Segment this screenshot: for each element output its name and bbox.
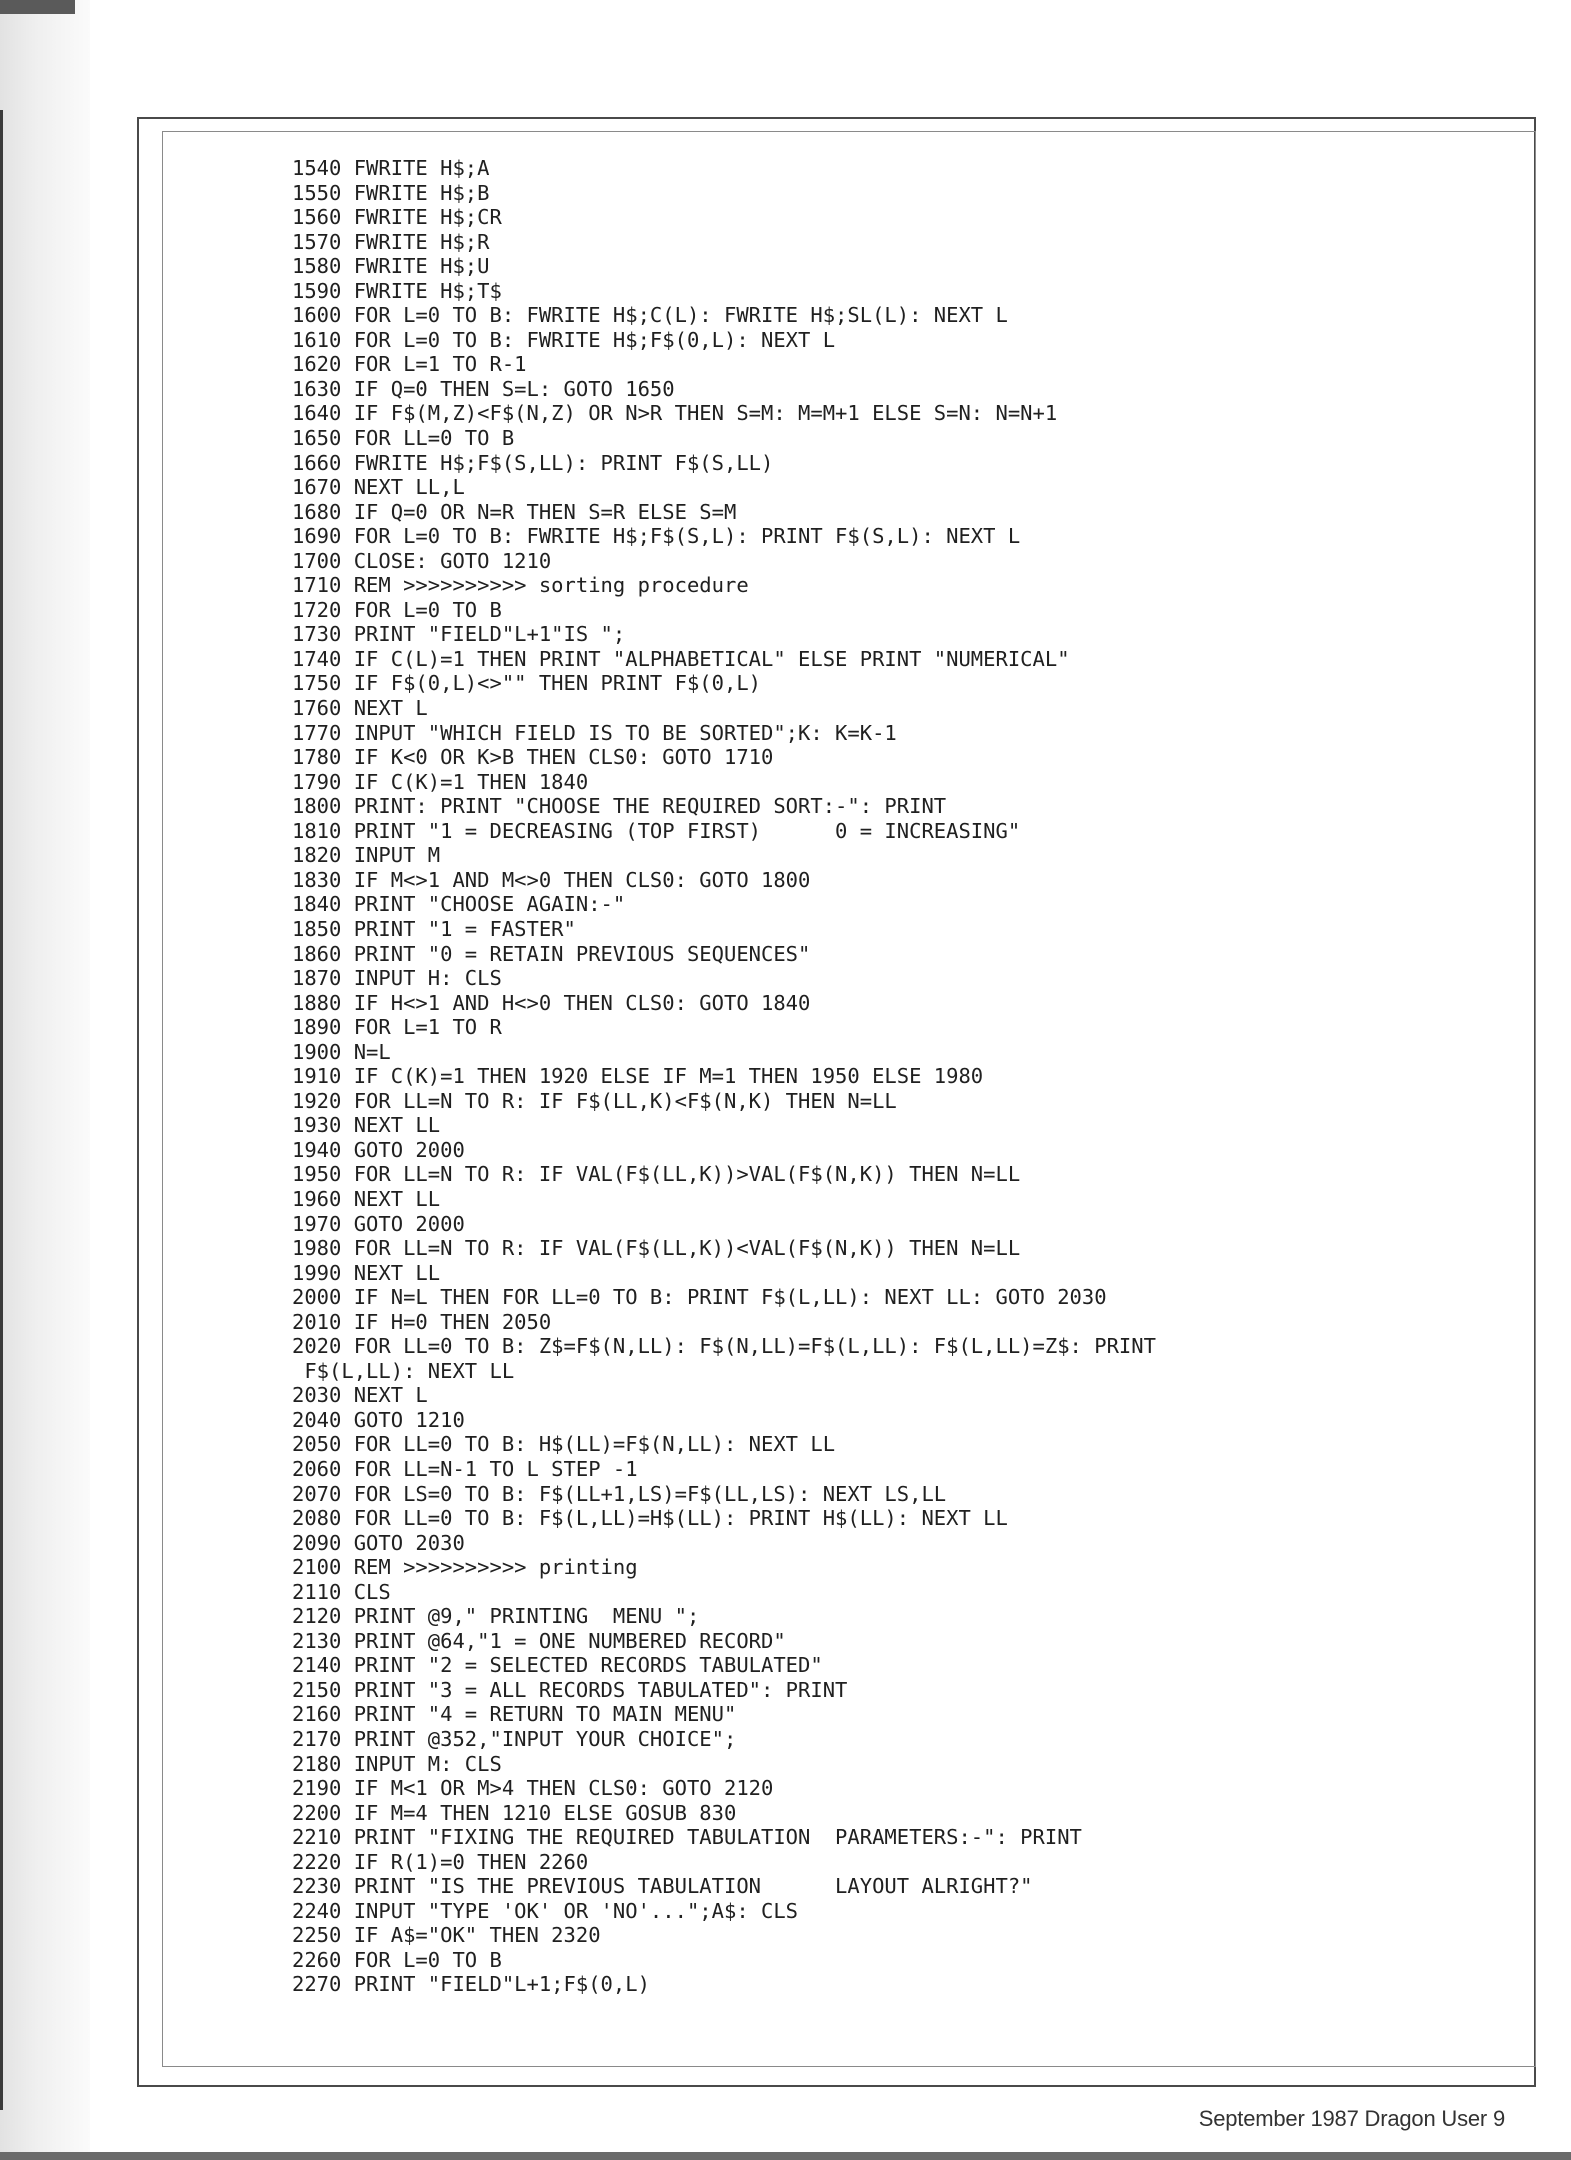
code-line: 2220 IF R(1)=0 THEN 2260 (292, 1849, 589, 1874)
code-line: 2270 PRINT "FIELD"L+1;F$(0,L) (292, 1972, 650, 1997)
code-line: 2250 IF A$="OK" THEN 2320 (292, 1923, 601, 1948)
basic-program-listing (292, 156, 1156, 1997)
code-line: 2240 INPUT "TYPE 'OK' OR 'NO'...";A$: CLS (292, 1898, 799, 1923)
code-line: 1860 PRINT "0 = RETAIN PREVIOUS SEQUENCES" (292, 941, 811, 966)
code-line: 1660 FWRITE H$;F$(S,LL): PRINT F$(S,LL) (292, 450, 774, 475)
code-line: 1770 INPUT "WHICH FIELD IS TO BE SORTED";K: K=K-1 (292, 720, 897, 745)
code-line: 2140 PRINT "2 = SELECTED RECORDS TABULATED" (292, 1653, 823, 1678)
code-line: 1930 NEXT LL (292, 1113, 441, 1138)
code-line: 2130 PRINT @64,"1 = ONE NUMBERED RECORD" (292, 1628, 786, 1653)
page-bottom-edge (0, 2152, 1571, 2160)
code-line: 2070 FOR LS=0 TO B: F$(LL+1,LS)=F$(LL,LS): NEXT LS,LL (292, 1481, 947, 1506)
code-line: 1590 FWRITE H$;T$ (292, 278, 502, 303)
facing-page-edge (0, 110, 3, 2110)
code-line: 2170 PRINT @352,"INPUT YOUR CHOICE"; (292, 1727, 737, 1751)
code-line: 2100 REM >>>>>>>>>> printing (292, 1555, 638, 1580)
code-line: 2160 PRINT "4 = RETURN TO MAIN MENU" (292, 1702, 737, 1727)
code-line: 1900 N=L (292, 1039, 391, 1064)
code-line: 1880 IF H<>1 AND H<>0 THEN CLS0: GOTO 1840 (292, 990, 811, 1015)
code-line: 2080 FOR LL=0 TO B: F$(L,LL)=H$(LL): PRINT H$(LL): NEXT LL (292, 1506, 1008, 1531)
code-line: 1910 IF C(K)=1 THEN 1920 ELSE IF M=1 THEN 1950 ELSE 1980 (292, 1064, 984, 1089)
code-line: 1940 GOTO 2000 (292, 1137, 465, 1162)
code-line: 2230 PRINT "IS THE PREVIOUS TABULATION LAYOUT ALRIGHT?" (292, 1874, 1033, 1899)
code-line: 2210 PRINT "FIXING THE REQUIRED TABULATION PARAMETERS:-": PRINT (292, 1825, 1082, 1850)
code-line: 2060 FOR LL=N-1 TO L STEP -1 (292, 1456, 638, 1481)
code-line: 1990 NEXT LL (292, 1260, 441, 1285)
code-line: 1820 INPUT M (292, 843, 441, 868)
code-line: 2090 GOTO 2030 (292, 1530, 465, 1555)
code-line: 2050 FOR LL=0 TO B: H$(LL)=F$(N,LL): NEXT LL (292, 1432, 836, 1457)
code-line: 2000 IF N=L THEN FOR LL=0 TO B: PRINT F$(L,LL): NEXT LL: GOTO 2030 (292, 1285, 1107, 1310)
code-line: 1790 IF C(K)=1 THEN 1840 (292, 769, 589, 794)
code-line: 2020 FOR LL=0 TO B: Z$=F$(N,LL): F$(N,LL)=F$(L,LL): F$(L,LL)=Z$: PRINT (292, 1334, 1156, 1359)
code-line: 1850 PRINT "1 = FASTER" (292, 916, 576, 941)
code-line: 1690 FOR L=0 TO B: FWRITE H$;F$(S,L): PRINT F$(S,L): NEXT L (292, 524, 1021, 549)
code-line: 1730 PRINT "FIELD"L+1"IS "; (292, 622, 626, 647)
code-line: 1600 FOR L=0 TO B: FWRITE H$;C(L): FWRITE H$;SL(L): NEXT L (292, 303, 1008, 328)
code-line: 1630 IF Q=0 THEN S=L: GOTO 1650 (292, 376, 675, 401)
code-line: 1560 FWRITE H$;CR (292, 205, 502, 230)
page-footer: September 1987 Dragon User 9 (1198, 2106, 1505, 2131)
code-line: 2150 PRINT "3 = ALL RECORDS TABULATED": PRINT (292, 1677, 848, 1702)
code-line: 1810 PRINT "1 = DECREASING (TOP FIRST) 0 = INCREASING" (292, 818, 1021, 843)
code-line: 2040 GOTO 1210 (292, 1407, 465, 1432)
code-line: 1710 REM >>>>>>>>>> sorting procedure (292, 573, 749, 598)
code-line: 1680 IF Q=0 OR N=R THEN S=R ELSE S=M (292, 499, 737, 524)
code-line: 2190 IF M<1 OR M>4 THEN CLS0: GOTO 2120 (292, 1776, 774, 1801)
code-line: 2120 PRINT @9," PRINTING MENU "; (292, 1604, 700, 1629)
code-line: 1830 IF M<>1 AND M<>0 THEN CLS0: GOTO 1800 (292, 867, 811, 892)
code-line: 1740 IF C(L)=1 THEN PRINT "ALPHABETICAL" ELSE PRINT "NUMERICAL" (292, 646, 1070, 671)
code-line: F$(L,LL): NEXT LL (292, 1358, 515, 1383)
code-line: 1760 NEXT L (292, 696, 428, 721)
code-line: 1800 PRINT: PRINT "CHOOSE THE REQUIRED SORT:-": PRINT (292, 794, 947, 819)
code-line: 2110 CLS (292, 1579, 391, 1604)
code-line: 1920 FOR LL=N TO R: IF F$(LL,K)<F$(N,K) THEN N=LL (292, 1088, 897, 1113)
code-line: 2200 IF M=4 THEN 1210 ELSE GOSUB 830 (292, 1800, 737, 1825)
code-line: 2180 INPUT M: CLS (292, 1751, 502, 1776)
code-line: 1640 IF F$(M,Z)<F$(N,Z) OR N>R THEN S=M: M=M+1 ELSE S=N: N=N+1 (292, 401, 1058, 426)
code-line: 1570 FWRITE H$;R (292, 229, 490, 254)
code-line: 1870 INPUT H: CLS (292, 966, 502, 991)
page-gutter-shadow (0, 0, 90, 2160)
code-line: 1670 NEXT LL,L (292, 475, 465, 500)
code-line: 2260 FOR L=0 TO B (292, 1947, 502, 1972)
code-line: 1950 FOR LL=N TO R: IF VAL(F$(LL,K))>VAL(F$(N,K)) THEN N=LL (292, 1162, 1021, 1187)
code-line: 1970 GOTO 2000 (292, 1211, 465, 1236)
code-line: 1620 FOR L=1 TO R-1 (292, 352, 527, 377)
code-line: 1610 FOR L=0 TO B: FWRITE H$;F$(0,L): NEXT L (292, 327, 836, 352)
code-line: 1960 NEXT LL (292, 1186, 441, 1211)
code-line: 1720 FOR L=0 TO B (292, 597, 502, 622)
code-line: 1550 FWRITE H$;B (292, 180, 490, 205)
code-line: 1750 IF F$(0,L)<>"" THEN PRINT F$(0,L) (292, 671, 761, 696)
code-line: 1700 CLOSE: GOTO 1210 (292, 548, 552, 573)
code-line: 1840 PRINT "CHOOSE AGAIN:-" (292, 892, 626, 917)
code-line: 1580 FWRITE H$;U (292, 254, 490, 279)
code-line: 1890 FOR L=1 TO R (292, 1015, 502, 1040)
code-line: 1980 FOR LL=N TO R: IF VAL(F$(LL,K))<VAL(F$(N,K)) THEN N=LL (292, 1236, 1021, 1261)
page-corner-shadow (0, 0, 75, 14)
code-line: 1780 IF K<0 OR K>B THEN CLS0: GOTO 1710 (292, 745, 774, 770)
code-line: 1650 FOR LL=0 TO B (292, 426, 515, 451)
code-line: 2010 IF H=0 THEN 2050 (292, 1309, 552, 1334)
code-line: 2030 NEXT L (292, 1383, 428, 1408)
code-line: 1540 FWRITE H$;A (292, 156, 490, 180)
